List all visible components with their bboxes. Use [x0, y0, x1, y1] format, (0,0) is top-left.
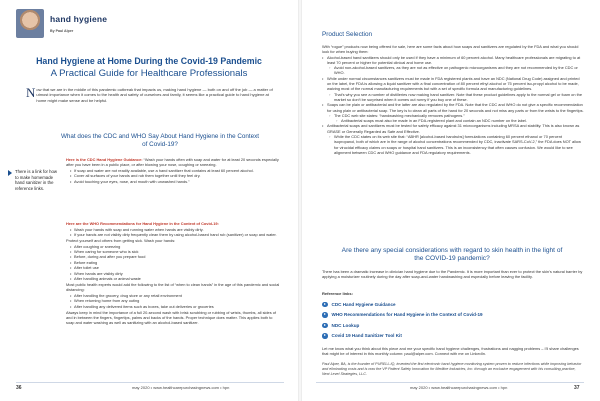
list-item: • If your hands are not visibly dirty frequently clean them by using alcohol-based hand rub (sanitizer) or soap and water. [70, 232, 281, 237]
cdc-heading: Here is the CDC Hand Hygiene Guidance: [66, 157, 143, 162]
left-page [0, 0, 298, 401]
closing-paragraph: Always keep in mind the importance of a full 20-second wash with brisk scrubbing or rubbing of wrists, thumbs, all sides of and in between the fingers, fingertips, palms and backs of the hands. Proper technique does matter. This applies both to soap and water washing as well as sanitizing with an alcohol-based sanitizer. [66, 309, 276, 326]
link-ndc-lookup[interactable]: NDC Lookup [331, 322, 360, 328]
author-closing: Let me know what you think about this piece and me your specific hand hygiene challenges, frustrations and nagging problems – I’ll share challenges that might be of interest in this monthly column: paul@alper.com. Connect with me on LinkedIn. [322, 346, 579, 357]
list-item: ◦ The CDC web site states: “handwashing mechanically removes pathogens.” [329, 113, 584, 118]
article-title: Hand Hygiene at Home During the Covid-19 Pandemic [36, 56, 262, 66]
who-guidance-block [66, 221, 281, 326]
cdc-guidance-block [66, 157, 281, 184]
footer-divider [16, 382, 284, 383]
list-item: • Avoid touching your eyes, nose, and mouth with unwashed hands.” [70, 179, 281, 184]
link-who-recommendations[interactable]: WHO Recommendations for Hand Hygiene in the Context of Covid-19 [331, 312, 483, 318]
list-item: • Before eating [70, 260, 281, 265]
list-item: • While under normal circumstances sanitizers must be made in FDA registered plants and have an NDC (National Drug Code) assigned and printed on the label, the FDA is allowing a liquid sanitizer with a final concentration of 80 percent ethyl alcohol or 75 percent iso-propyl alcohol to be made, waiving most of the normal manufacturing requirements but with a set of specific formula and manufacturing guidelines. [322, 76, 584, 92]
public-health-line: Most public health experts would add the following to the list of “when to clean hands” in the age of this pandemic and social distancing: [66, 281, 280, 293]
page-footer: may 2020 • www.healthcarepurchasingnews.com • hpn [410, 385, 508, 390]
footer-divider [316, 382, 584, 383]
cdc-lead: “Wash your hands often with soap and water for at least 20 seconds especially after you have been in a public place, or after blowing your nose, coughing or sneezing. [66, 157, 279, 168]
link-arrow-icon [322, 302, 328, 308]
list-item: • After coughing or sneezing [70, 244, 281, 249]
link-arrow-icon [322, 312, 328, 318]
skin-health-paragraph: There has been a dramatic increase in clinician hand hygiene due to the Pandemic. It is more important than ever to protect the skin’s natural barrier by applying a moisturizer routinely during the day after soap-and-water handwashing and especially before leaving the facility. [322, 269, 583, 280]
list-item: • Alcohol-based hand sanitizers should only be used if they have a minimum of 60 percent alcohol. Many healthcare professionals are migrating to at least 70 percent or higher for potential clinical and home use. [322, 55, 584, 66]
page-footer: may 2020 • www.healthcarepurchasingnews.com • hpn [132, 385, 230, 390]
product-bullets [322, 55, 584, 156]
list-item: • Wash your hands with soap and running water when hands are visibly dirty. [70, 227, 281, 232]
sidebar-note: There is a link for how to make homemade hand sanitizer in the reference links. [15, 169, 58, 191]
list-item: ◦ That’s why you see a number of distilleries now making hand sanitizer. Note that these product guidelines apply to the normal gel or foam on the market so don’t be surprised when it comes out runny if you buy one of these. [329, 92, 584, 103]
list-item: • Soaps can be plain or antibacterial and the latter are also regulated by the FDA. Note that the CDC and WHO do not give a specific recommendation for using plain or antibacterial soap. The key is to clean all parts of the hand for 20 seconds and not miss any parts or from the wrists to the fingertips. [322, 102, 584, 113]
list-item: • Cover all surfaces of your hands and rub them together until they feel dry. [70, 173, 281, 178]
cdc-bullets [70, 168, 281, 184]
list-item: ◦ While the CDC states on its web site that: “ABHR [alcohol-based handrubs] formulations containing 60 percent ethanol or 70 percent isopropanol, both of which are in the range of alcohol concentrations recommended by CDC, inactivate SARS-CoV-2,” the FDA does NOT allow for virucidal efficacy claims on soaps or hospital hand sanitizers. This is an inconsistency that often causes confusion. We would like to see alignment between CDC and WHO guidance and FDA regulatory requirements. [329, 134, 584, 155]
list-item: • When hands are visibly dirty [70, 271, 281, 276]
reference-link-item[interactable] [322, 331, 584, 342]
page-number: 37 [574, 385, 580, 391]
who-bullets [70, 227, 281, 238]
author-bio: Paul Alper, BA, is the founder of PURELL.IQ, invented the first electronic hand hygiene monitoring system proven to reduce infections while improving behavior and eliminating costs and is now the VP Patient Safety Innovation for Medline Industries, Inc. through an exclusive engagement with his consulting practice, Next Level Strategies, LLC. [322, 362, 582, 376]
section-heading-cdc-who: What does the CDC and WHO Say About Hand Hygiene in the Context of Covid-19? [60, 133, 260, 148]
section-heading-product-selection: Product Selection [322, 31, 373, 38]
product-selection-body [322, 44, 584, 155]
reference-link-item[interactable] [322, 320, 584, 331]
list-item: • After handling the grocery, drug store or any retail environment [70, 293, 281, 298]
list-item: • When caring for someone who is sick [70, 249, 281, 254]
link-arrow-icon [322, 323, 328, 329]
intro-text: ow that we are in the middle of this pandemic outbreak that impacts us, making hand hygiene — both on and off the job — a matter of utmost importance when it comes to the health and safety of ourselves and family, it seems like a practical guide to hand hygiene at home might make sense and be helpful. [36, 87, 273, 103]
column-title: hand hygiene [50, 14, 108, 24]
link-cdc-guidance[interactable]: CDC Hand Hygiene Guidance [331, 301, 396, 307]
link-arrow-icon [322, 333, 328, 339]
reference-link-item[interactable] [322, 299, 584, 310]
byline: By Paul Alper [50, 29, 74, 33]
list-item: ◦ Avoid non-alcohol-based sanitizers, as they are not as effective on pathogenic microorganisms and they are not recommended by the CDC or WHO. [329, 65, 584, 76]
triangle-marker-icon [8, 170, 12, 176]
protect-line: Protect yourself and others from getting sick. Wash your hands: [66, 238, 176, 244]
list-item: • Before, during and after you prepare food [70, 254, 281, 259]
list-item: • Antibacterial soaps and sanitizers must be tested for safety efficacy against 31 microorganisms including MRSA and stability. This is also known as GRASE or Generally Regarded as Safe and Effective. [322, 123, 584, 134]
article-subtitle: A Practical Guide for Healthcare Professionals [50, 68, 248, 79]
who-heading: Here are the WHO Recommendations for Hand Hygiene in the Context of Covid-19: [66, 221, 219, 226]
list-item: • If soap and water are not readily available, use a hand sanitizer that contains at least 60 percent alcohol. [70, 168, 281, 173]
drop-cap: N [26, 85, 36, 100]
reference-links-label: Reference links: [322, 291, 353, 296]
section-heading-skin-health: Are there any special considerations with regard to skin health in the light of the COVID-19 pandemic? [341, 247, 563, 263]
list-item: • After toilet use [70, 265, 281, 270]
author-photo [16, 9, 44, 38]
product-intro: With “rogue” products now being offered for sale, here are some facts about how soaps and sanitizers are regulated by the FDA and what you should look for when buying them: [322, 44, 579, 55]
intro-paragraph [26, 87, 277, 103]
list-item: • After handling any delivered items such as boxes, take out deliveries or groceries [70, 304, 281, 309]
reference-links [322, 291, 584, 341]
list-item: ◦ Antibacterial soaps must also be made in an FDA-registered plant and contain an NDC number on the label. [336, 118, 584, 123]
reference-link-item[interactable] [322, 310, 584, 321]
right-page [302, 0, 600, 401]
wash-hands-list [70, 244, 281, 282]
list-item: • After handling animals or animal waste [70, 276, 281, 281]
link-sanitizer-toolkit[interactable]: Covid 19 Hand Sanitizer Tool Kit [331, 333, 402, 339]
list-item: • When returning home from any outing [70, 298, 281, 303]
page-number: 36 [16, 385, 22, 391]
extra-list [70, 293, 281, 309]
